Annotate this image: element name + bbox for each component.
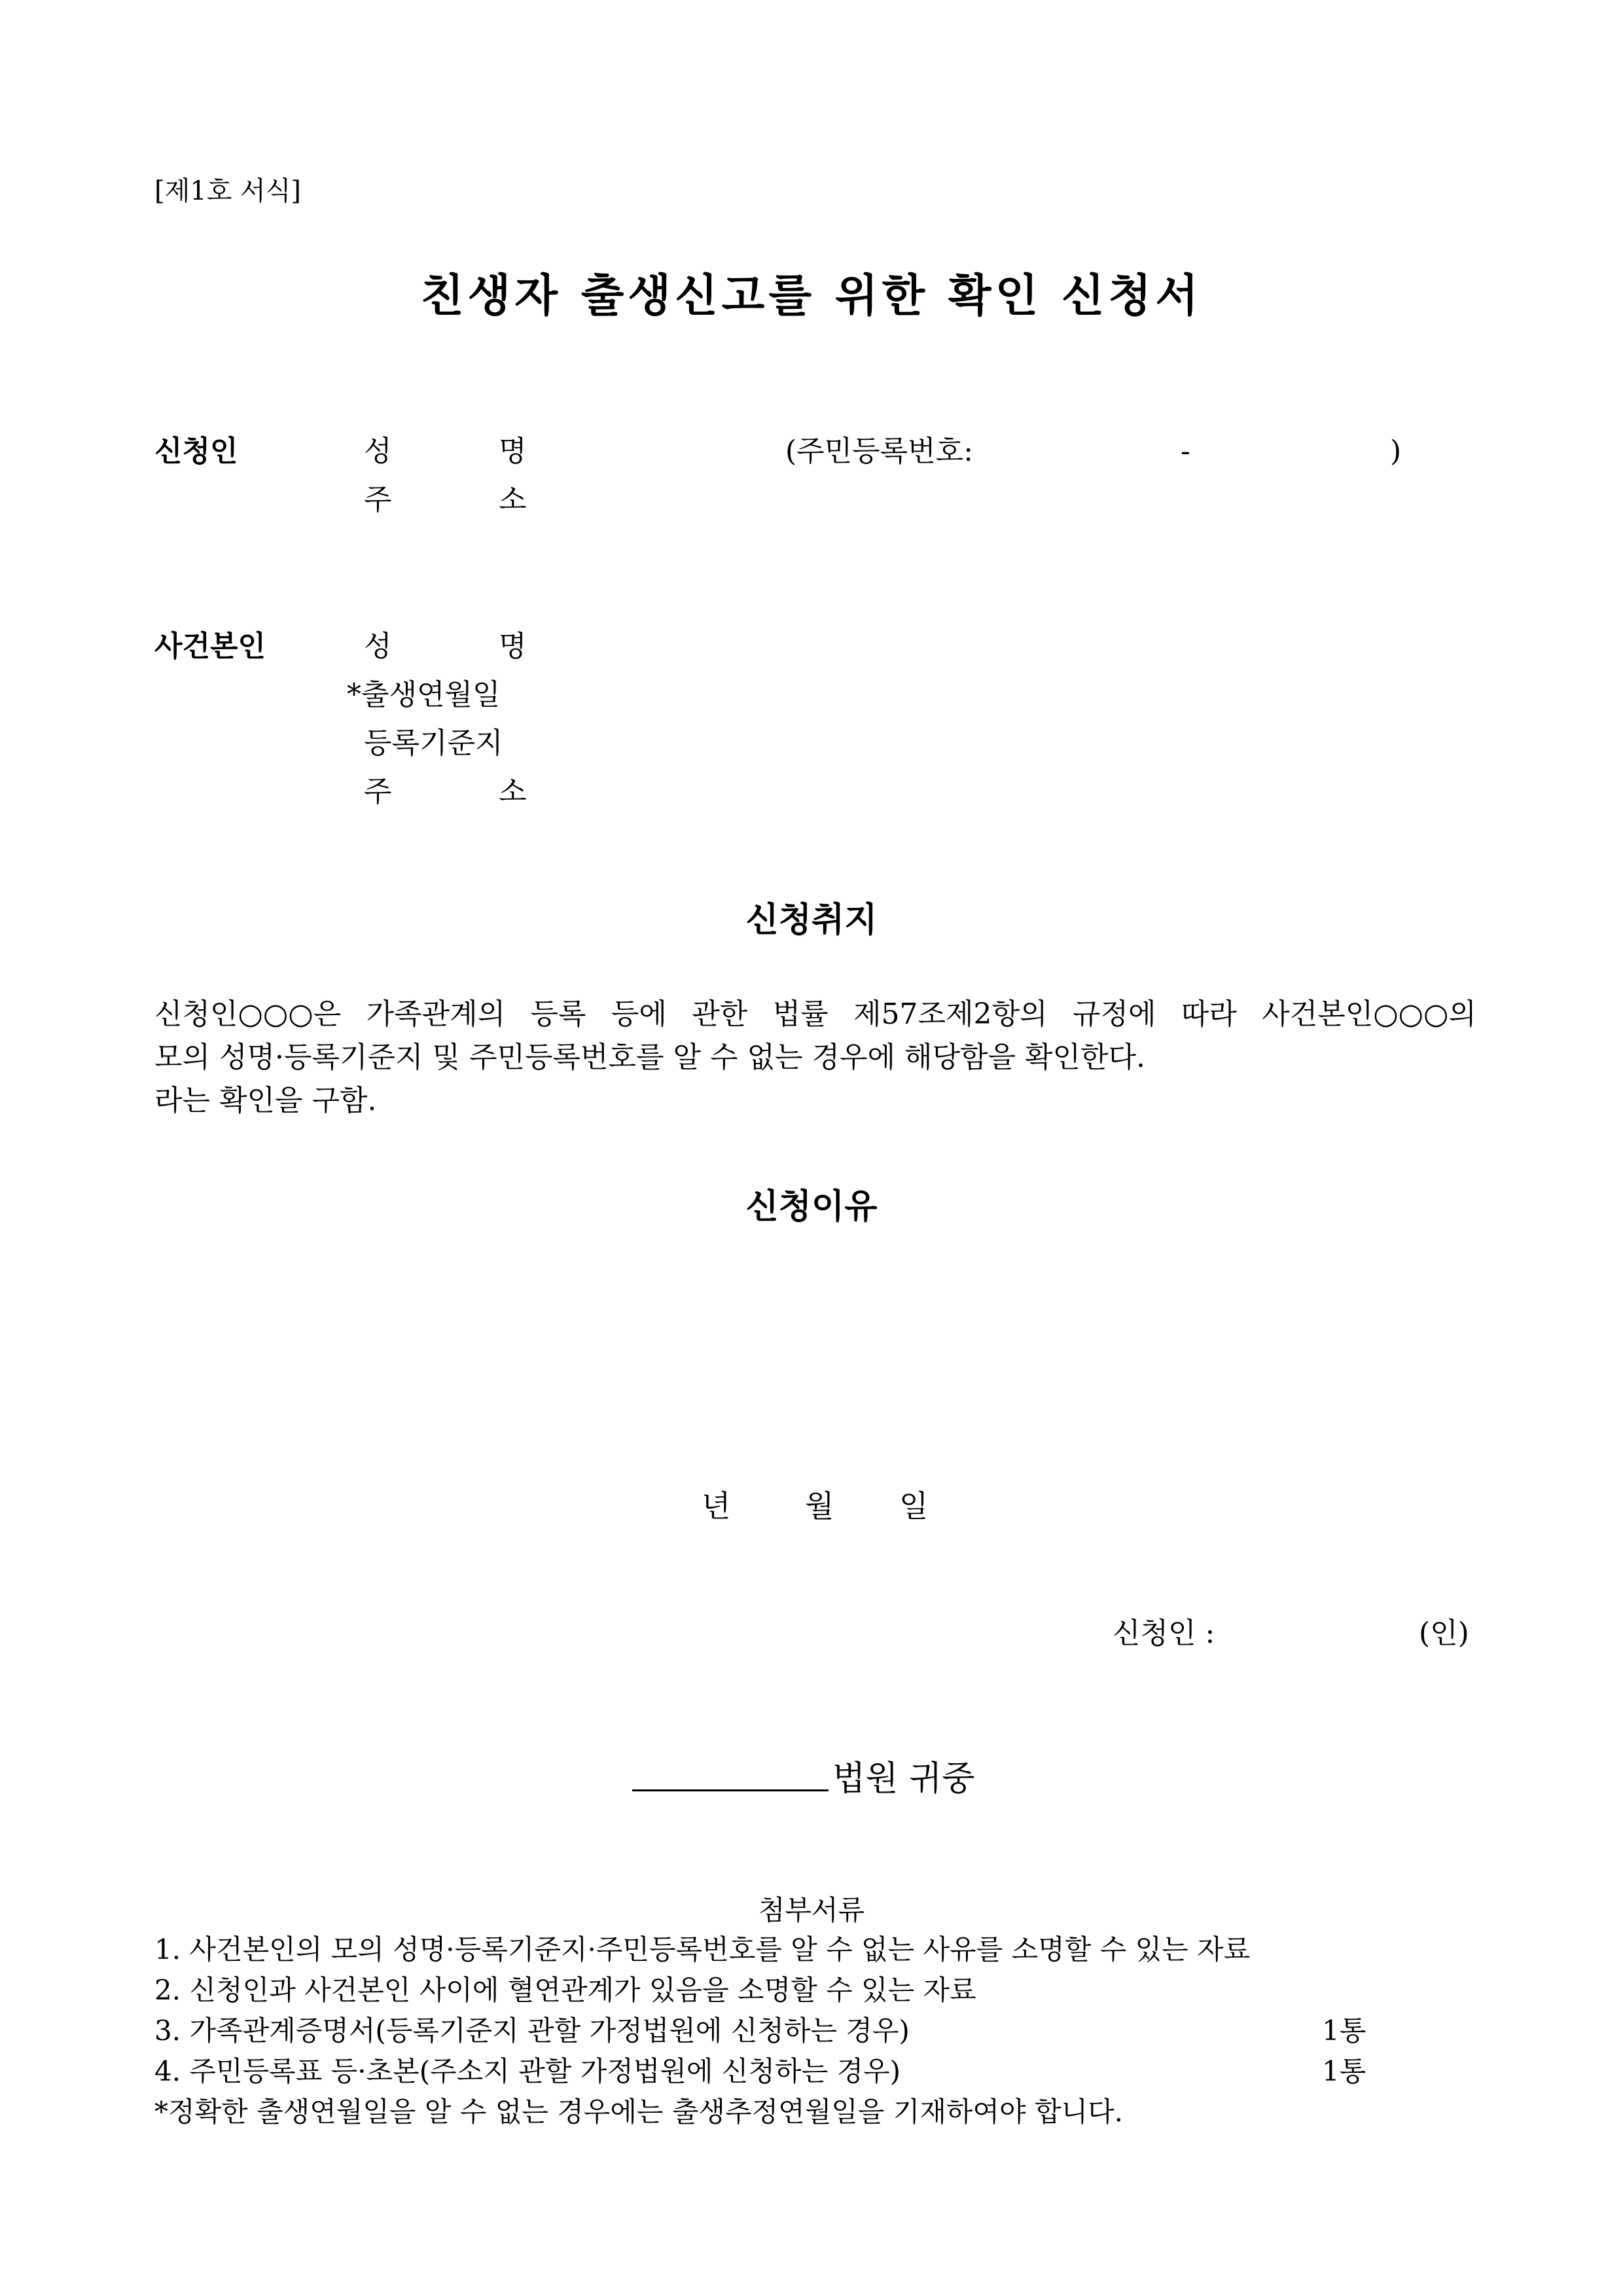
purpose-line-1-word: 관한 xyxy=(692,997,748,1031)
applicant-rrn-dash: - xyxy=(1181,435,1190,468)
attachments-note: *정확한 출생연월일을 알 수 없는 경우에는 출생추정연월일을 기재하여야 합니다. xyxy=(154,2096,1124,2128)
applicant-name-label-1: 성 xyxy=(364,435,392,468)
attachments-title: 첨부서류 xyxy=(758,1894,865,1926)
purpose-line-1-word: 신청인○○○은 xyxy=(154,997,342,1031)
purpose-line-3: 라는 확인을 구함. xyxy=(154,1084,377,1117)
signature-seal: (인) xyxy=(1419,1617,1469,1650)
document-title: 친생자 출생신고를 위한 확인 신청서 xyxy=(420,270,1203,322)
attachment-item-2: 2. 신청인과 사건본인 사이에 혈연관계가 있음을 소명할 수 있는 자료 xyxy=(154,1974,976,2006)
subject-registry-label: 등록기준지 xyxy=(364,726,503,760)
purpose-line-2: 모의 성명·등록기준지 및 주민등록번호를 알 수 없는 경우에 해당함을 확인한다. xyxy=(154,1041,1145,1074)
attachment-count-3: 1통 xyxy=(1322,2015,1366,2047)
date-year: 년 xyxy=(702,1488,731,1524)
subject-section-label: 사건본인 xyxy=(154,630,266,663)
purpose-line-1-word: 따라 xyxy=(1181,997,1237,1031)
applicant-address-label-1: 주 xyxy=(364,483,392,516)
subject-address-label-2: 소 xyxy=(499,775,527,808)
purpose-line-1-word: 사건본인○○○의 xyxy=(1262,997,1476,1031)
purpose-line-1 xyxy=(154,997,1476,1031)
applicant-rrn-close: ) xyxy=(1390,435,1402,468)
purpose-line-1-word: 등에 xyxy=(611,997,667,1031)
applicant-name-label-2: 명 xyxy=(499,435,527,468)
subject-name-label-2: 명 xyxy=(499,630,527,663)
purpose-paragraph xyxy=(154,997,1476,1131)
court-addressee: 법원 귀중 xyxy=(832,1759,975,1799)
purpose-line-1-word: 제57조제2항의 xyxy=(853,997,1048,1031)
court-name-blank xyxy=(632,1789,829,1791)
attachment-item-3: 3. 가족관계증명서(등록기준지 관할 가정법원에 신청하는 경우) xyxy=(154,2015,910,2047)
subject-birth-label: *출생연월일 xyxy=(347,678,501,711)
subject-address-label-1: 주 xyxy=(364,775,392,808)
purpose-line-1-word: 법률 xyxy=(772,997,829,1031)
signature-label: 신청인 : xyxy=(1113,1617,1215,1650)
reason-heading: 신청이유 xyxy=(745,1187,878,1227)
subject-name-label-1: 성 xyxy=(364,630,392,663)
purpose-line-1-word: 가족관계의 xyxy=(366,997,506,1031)
form-number: [제1호 서식] xyxy=(154,176,301,206)
attachment-count-4: 1통 xyxy=(1322,2055,1366,2087)
attachment-item-4: 4. 주민등록표 등·초본(주소지 관할 가정법원에 신청하는 경우) xyxy=(154,2055,901,2087)
purpose-line-1-word: 등록 xyxy=(530,997,586,1031)
date-day: 일 xyxy=(899,1488,929,1524)
attachment-item-1: 1. 사건본인의 모의 성명·등록기준지·주민등록번호를 알 수 없는 사유를 소명할 수 있는 자료 xyxy=(154,1933,1251,1965)
applicant-section-label: 신청인 xyxy=(154,435,238,468)
applicant-address-label-2: 소 xyxy=(499,483,527,516)
purpose-line-1-word: 규정에 xyxy=(1072,997,1156,1031)
date-month: 월 xyxy=(805,1488,834,1524)
applicant-rrn-label: (주민등록번호: xyxy=(785,435,974,468)
purpose-heading: 신청취지 xyxy=(745,900,878,940)
